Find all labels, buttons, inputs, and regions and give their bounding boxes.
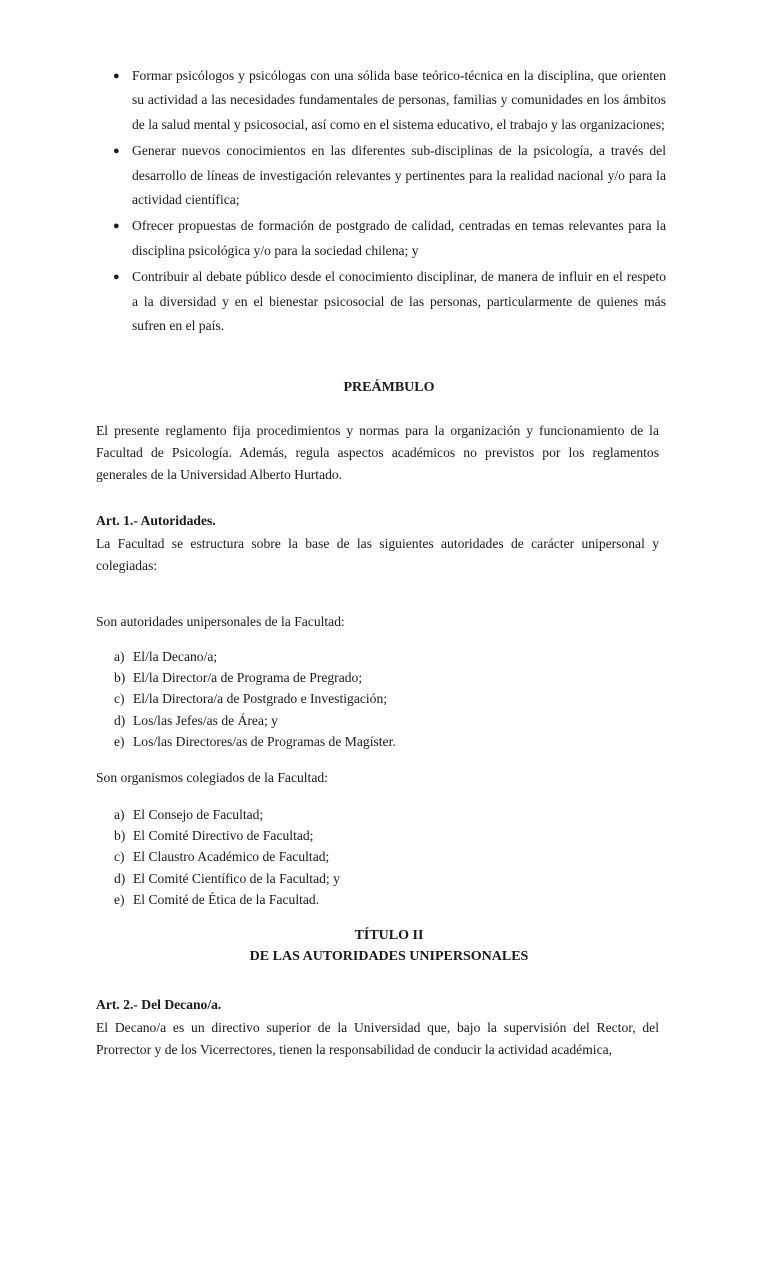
art2-title: Art. 2.- Del Decano/a. (96, 997, 222, 1012)
titulo-subheading: DE LAS AUTORIDADES UNIPERSONALES (249, 949, 529, 964)
list-item: a) El Consejo de Facultad; (114, 807, 264, 822)
list-item: d) El Comité Científico de la Facultad; y (114, 870, 340, 886)
preamble-title: PREÁMBULO (343, 380, 435, 395)
list-item: e) Los/las Directores/as de Programas de Magíster. (114, 733, 396, 749)
list-item: c) El Claustro Académico de Facultad; (114, 849, 330, 865)
bullet-icon: ● (113, 271, 120, 284)
titulo-heading: TÍTULO II (354, 928, 424, 943)
unipersonal-list (114, 646, 396, 752)
list-item: b) El Comité Directivo de Facultad; (114, 828, 314, 844)
list-item: a) El/la Decano/a; (114, 649, 218, 664)
list-item: c) El/la Directora/a de Postgrado e Investigación; (114, 691, 388, 707)
objective-item: ● Contribuir al debate público desde el conocimiento disciplinar, de manera de influir en el respeto a la diversidad y en el bienestar psicosocial de las personas, particularmente de quienes más sufren en el país. (96, 265, 666, 338)
colegiados-intro: Son organismos colegiados de la Facultad: (96, 770, 328, 785)
objective-item: ● Formar psicólogos y psicólogas con una sólida base teórico-técnica en la disciplina, que orienten su actividad a las necesidades fundamentales de personas, familias y comunidades en los ámbitos de la salud mental y psicosocial, así como en el sistema educativo, el trabajo y las organizaciones; (96, 64, 666, 137)
unipersonal-intro: Son autoridades unipersonales de la Facultad: (96, 614, 345, 629)
list-item: e) El Comité de Ética de la Facultad. (114, 891, 320, 907)
objective-item: ● Ofrecer propuestas de formación de postgrado de calidad, centradas en temas relevantes para la disciplina psicológica y/o para la sociedad chilena; y (96, 214, 666, 263)
art1-text: La Facultad se estructura sobre la base de las siguientes autoridades de carácter unipersonal y colegiadas: (96, 536, 659, 573)
colegiados-list (114, 804, 340, 910)
preamble-text: El presente reglamento fija procedimientos y normas para la organización y funcionamiento de la Facultad de Psicología. Además, regula aspectos académicos no previstos por los reglamentos generales de la Universidad Alberto Hurtado. (96, 423, 659, 482)
list-item: b) El/la Director/a de Programa de Pregrado; (114, 670, 363, 686)
bullet-icon: ● (113, 70, 120, 82)
objective-item: ● Generar nuevos conocimientos en las diferentes sub-disciplinas de la psicología, a través del desarrollo de líneas de investigación relevantes y pertinentes para la realidad nacional y/o para la actividad científica; (96, 139, 666, 212)
list-item: d) Los/las Jefes/as de Área; y (114, 712, 278, 728)
bullet-icon: ● (113, 220, 120, 233)
objectives-list (96, 64, 666, 338)
art2-text: El Decano/a es un directivo superior de la Universidad que, bajo la supervisión del Rector, del Prorrector y de los Vicerrectores, tienen la responsabilidad de conducir la actividad académica, (96, 1020, 659, 1057)
art1-title: Art. 1.- Autoridades. (96, 513, 216, 528)
bullet-icon: ● (113, 145, 120, 158)
